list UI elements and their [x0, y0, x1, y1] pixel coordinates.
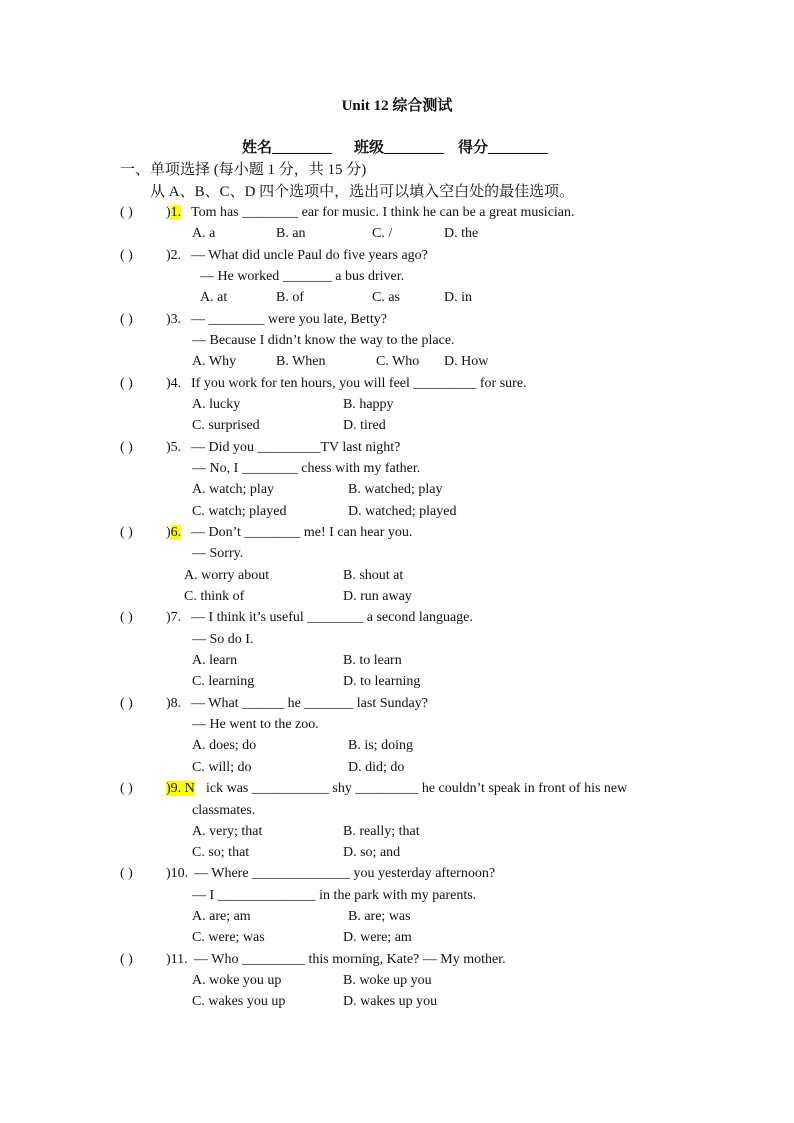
question-number-text: 2. [170, 248, 182, 263]
question-number: )9. N [166, 781, 195, 796]
question-number-text: 6. [170, 525, 182, 540]
question-text: ick was ___________ shy _________ he couldn’t speak in front of his new [206, 781, 628, 796]
question-number-text: 1. [170, 205, 182, 220]
question-number: )5. [166, 440, 182, 455]
answer-paren: ( ) [120, 610, 133, 625]
question-text: — Don’t ________ me! I can hear you. [191, 525, 413, 540]
question-number-text: 5. [170, 440, 182, 455]
question-text: — Did you _________TV last night? [191, 440, 401, 455]
answer-paren: ( ) [120, 866, 133, 881]
option-b: B. When [276, 354, 326, 369]
option-b: B. really; that [343, 824, 420, 839]
option-b: B. watched; play [348, 482, 443, 497]
option-d: D. so; and [343, 845, 401, 860]
answer-paren: ( ) [120, 440, 133, 455]
option-d: D. were; am [343, 930, 412, 945]
answer-paren: ( ) [120, 525, 133, 540]
option-a: A. at [200, 290, 228, 305]
answer-paren: ( ) [120, 952, 133, 967]
question-number: )6. [166, 525, 182, 540]
answer-paren: ( ) [120, 376, 133, 391]
question-text: — What ______ he _______ last Sunday? [191, 696, 428, 711]
answer-paren: ( ) [120, 205, 133, 220]
question-text-line2: — No, I ________ chess with my father. [192, 461, 421, 476]
option-d: D. the [444, 226, 479, 241]
question-number: )1. [166, 205, 182, 220]
question-number-text: 7. [170, 610, 182, 625]
option-b: B. woke up you [343, 973, 432, 988]
option-d: D. run away [343, 589, 412, 604]
option-c: C. as [372, 290, 400, 305]
question-number-text: 10. [170, 866, 189, 881]
option-c: C. were; was [192, 930, 265, 945]
option-b: B. are; was [348, 909, 411, 924]
option-d: D. in [444, 290, 472, 305]
question-text: — What did uncle Paul do five years ago? [191, 248, 428, 263]
question-number: )10. [166, 866, 189, 881]
option-a: A. very; that [192, 824, 263, 839]
option-a: A. a [192, 226, 216, 241]
question-text: — Where ______________ you yesterday afternoon? [194, 866, 496, 881]
option-c: C. wakes you up [192, 994, 286, 1009]
option-a: A. are; am [192, 909, 251, 924]
option-c: C. learning [192, 674, 255, 689]
question-text-line2: classmates. [192, 803, 256, 818]
option-d: D. tired [343, 418, 386, 433]
option-b: B. an [276, 226, 306, 241]
answer-paren: ( ) [120, 781, 133, 796]
question-number: )7. [166, 610, 182, 625]
option-c: C. Who [376, 354, 420, 369]
page-title: Unit 12 综合测试 [341, 98, 453, 114]
option-c: C. so; that [192, 845, 250, 860]
option-b: B. happy [343, 397, 394, 412]
option-a: A. Why [192, 354, 237, 369]
question-text-line2: — He worked _______ a bus driver. [200, 269, 405, 284]
class-field-label: 班级________ [354, 140, 445, 156]
question-text: If you work for ten hours, you will feel _________ for sure. [191, 376, 527, 391]
option-b: B. of [276, 290, 304, 305]
question-number: )3. [166, 312, 182, 327]
answer-paren: ( ) [120, 248, 133, 263]
question-text-line2: — I ______________ in the park with my parents. [192, 888, 477, 903]
option-d: D. did; do [348, 760, 405, 775]
option-a: A. woke you up [192, 973, 282, 988]
question-number: )4. [166, 376, 182, 391]
option-d: D. wakes up you [343, 994, 438, 1009]
question-number-text: 8. [170, 696, 182, 711]
section-heading: 一、单项选择 (每小题 1 分，共 15 分) [120, 162, 367, 178]
option-b: B. shout at [343, 568, 404, 583]
option-a: A. worry about [184, 568, 270, 583]
answer-paren: ( ) [120, 696, 133, 711]
question-text-line2: — So do I. [192, 632, 254, 647]
option-c: C. / [372, 226, 393, 241]
option-a: A. lucky [192, 397, 241, 412]
question-number-text: 3. [170, 312, 182, 327]
option-a: A. learn [192, 653, 238, 668]
option-c: C. think of [184, 589, 245, 604]
question-number: )11. [166, 952, 188, 967]
question-number: )8. [166, 696, 182, 711]
option-c: C. will; do [192, 760, 252, 775]
option-a: A. watch; play [192, 482, 275, 497]
answer-paren: ( ) [120, 312, 133, 327]
question-number: )2. [166, 248, 182, 263]
question-text-line2: — Sorry. [192, 546, 244, 561]
section-instruction: 从 A、B、C、D 四个选项中，选出可以填入空白处的最佳选项。 [150, 184, 575, 200]
option-b: B. is; doing [348, 738, 413, 753]
option-c: C. surprised [192, 418, 260, 433]
option-d: D. How [444, 354, 489, 369]
question-text-line2: — Because I didn’t know the way to the place. [192, 333, 455, 348]
question-text: — I think it’s useful ________ a second language. [191, 610, 473, 625]
question-number-text: 11. [170, 952, 188, 967]
question-number-text: 9. N [170, 781, 195, 796]
option-c: C. watch; played [192, 504, 287, 519]
name-field-label: 姓名________ [242, 140, 333, 156]
option-b: B. to learn [343, 653, 402, 668]
option-d: D. to learning [343, 674, 421, 689]
option-d: D. watched; played [348, 504, 457, 519]
option-a: A. does; do [192, 738, 257, 753]
question-text-line2: — He went to the zoo. [192, 717, 319, 732]
question-text: Tom has ________ ear for music. I think he can be a great musician. [191, 205, 575, 220]
question-text: — ________ were you late, Betty? [191, 312, 387, 327]
question-number-text: 4. [170, 376, 182, 391]
question-text: — Who _________ this morning, Kate? — My mother. [194, 952, 506, 967]
score-field-label: 得分________ [458, 140, 549, 156]
